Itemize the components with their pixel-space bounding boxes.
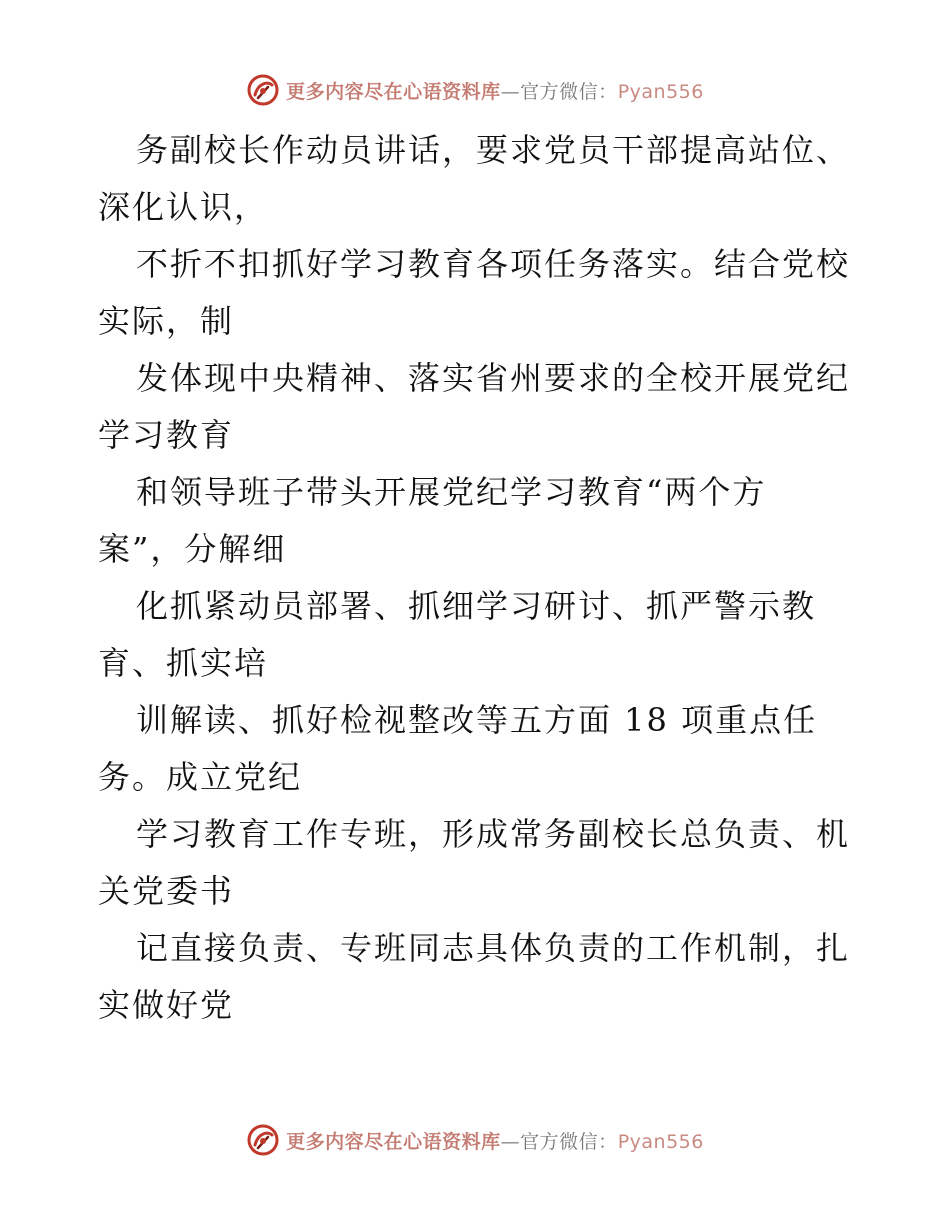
watermark-wechat-id: Pyan556 bbox=[617, 1130, 704, 1153]
text-line: 务副校长作动员讲话，要求党员干部提高站位、 bbox=[136, 131, 851, 169]
text-line: 育、抓实培 bbox=[98, 644, 269, 682]
document-body bbox=[98, 122, 858, 1034]
watermark-dash: — bbox=[500, 1130, 521, 1153]
text-line: 学习教育工作专班，形成常务副校长总负责、机 bbox=[136, 815, 851, 853]
watermark-brand: 更多内容尽在心语资料库 bbox=[286, 80, 501, 103]
text-line: 关党委书 bbox=[98, 872, 235, 910]
text-line: 化抓紧动员部署、抓细学习研讨、抓严警示教 bbox=[136, 587, 817, 625]
text-line: 记直接负责、专班同志具体负责的工作机制，扎 bbox=[136, 929, 851, 967]
watermark-dash: — bbox=[500, 80, 521, 103]
watermark-text bbox=[286, 77, 704, 104]
text-line: 务。成立党纪 bbox=[98, 758, 303, 796]
text-line: 不折不扣抓好学习教育各项任务落实。结合党校 bbox=[136, 245, 851, 283]
header-watermark bbox=[0, 70, 950, 110]
text-line: 和领导班子带头开展党纪学习教育“两个方 bbox=[136, 473, 767, 511]
watermark-wechat-label: 官方微信： bbox=[520, 80, 618, 103]
text-line: 深化认识， bbox=[98, 188, 269, 226]
red-swirl-logo-icon bbox=[246, 1123, 280, 1157]
red-swirl-logo-icon bbox=[246, 73, 280, 107]
text-line: 学习教育 bbox=[98, 416, 235, 454]
watermark-brand: 更多内容尽在心语资料库 bbox=[286, 1130, 501, 1153]
text-line: 案”，分解细 bbox=[98, 530, 287, 568]
watermark-text bbox=[286, 1127, 704, 1154]
text-line: 实做好党 bbox=[98, 986, 235, 1024]
text-line: 发体现中央精神、落实省州要求的全校开展党纪 bbox=[136, 359, 851, 397]
text-line: 训解读、抓好检视整改等五方面 18 项重点任 bbox=[136, 701, 818, 739]
watermark-wechat-id: Pyan556 bbox=[617, 80, 704, 103]
text-line: 实际，制 bbox=[98, 302, 235, 340]
footer-watermark bbox=[0, 1120, 950, 1160]
watermark-wechat-label: 官方微信： bbox=[520, 1130, 618, 1153]
